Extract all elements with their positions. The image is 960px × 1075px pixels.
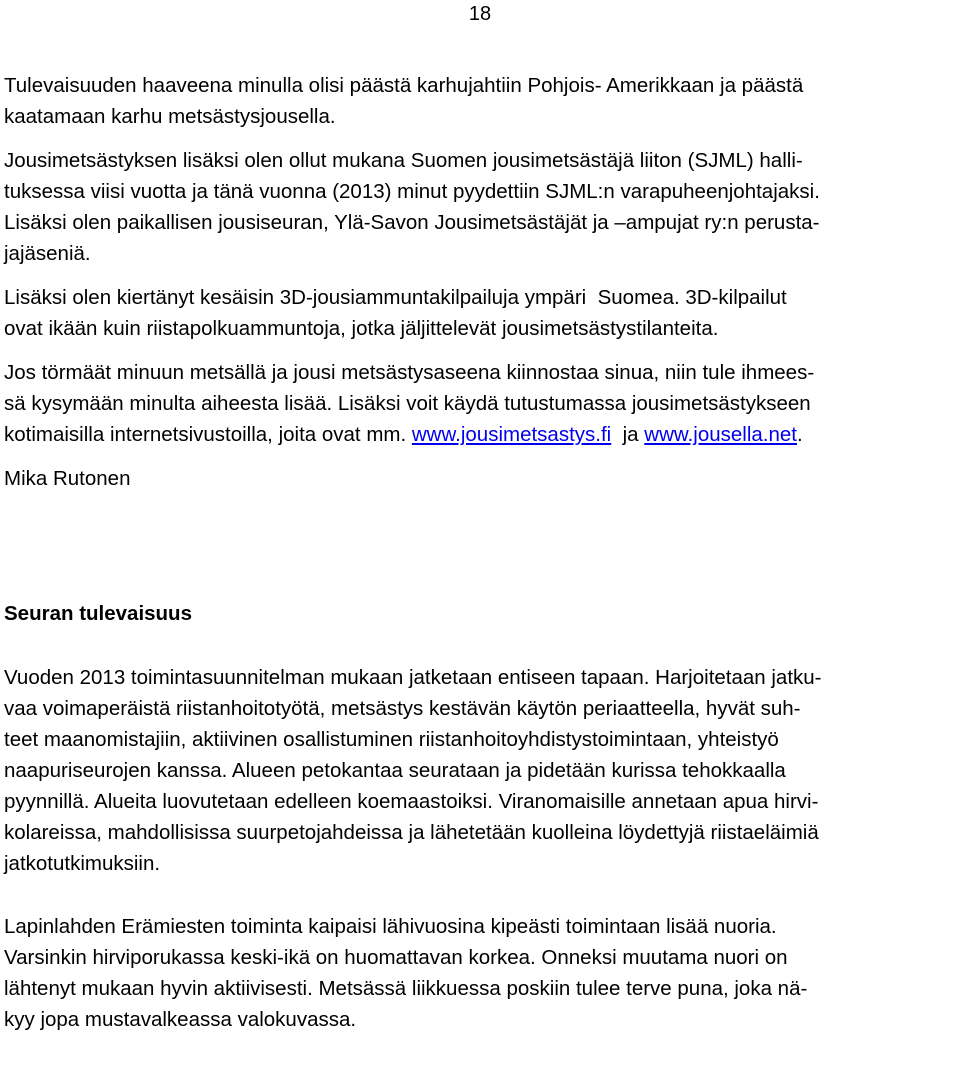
future-line: naapuriseurojen kanssa. Alueen petokantaa seurataan ja pidetään kurissa tehokkaalla (4, 759, 786, 782)
invitation-line-prefix: kotimaisilla internetsivustoilla, joita ovat mm. (4, 423, 412, 446)
signature: Mika Rutonen (4, 467, 131, 490)
intro-line: Tulevaisuuden haaveena minulla olisi päästä karhujahtiin Pohjois- Amerikkaan ja päästä (4, 74, 804, 97)
links-connector: ja (611, 423, 645, 446)
future-line: teet maanomistajiin, aktiivinen osallistuminen riistanhoitoyhdistystoimintaan, yhteistyö (4, 728, 779, 751)
future-paragraph (4, 662, 952, 879)
page-number: 18 (468, 3, 492, 25)
spacer (4, 629, 952, 662)
future-line: vaa voimaperäistä riistanhoitotyötä, metsästys kestävän käytön periaatteella, hyvät suh- (4, 697, 801, 720)
invitation-line: sä kysymään minulta aiheesta lisää. Lisäksi voit käydä tutustumassa jousimetsästykseen (4, 392, 811, 415)
spacer (4, 879, 952, 911)
invitation-line: Jos törmäät minuun metsällä ja jousi metsästysaseena kiinnostaa sinua, niin tule ihmees- (4, 361, 815, 384)
jousella-link[interactable]: www.jousella.net (644, 423, 797, 446)
jousimetsastys-link[interactable]: www.jousimetsastys.fi (411, 423, 612, 446)
sjml-line: Lisäksi olen paikallisen jousiseuran, Ylä-Savon Jousimetsästäjät ja –ampujat ry:n perusta- (4, 211, 820, 234)
sjml-paragraph (4, 145, 952, 269)
intro-paragraph (4, 70, 952, 132)
invitation-paragraph (4, 357, 952, 450)
spacer (4, 494, 952, 598)
competitions-line: Lisäksi olen kiertänyt kesäisin 3D-jousiammuntakilpailuja ympäri Suomea. 3D-kilpailut (4, 286, 787, 309)
competitions-line: ovat ikään kuin riistapolkuammuntoja, jotka jäljittelevät jousimetsästystilanteita. (4, 317, 719, 340)
youth-line: Varsinkin hirviporukassa keski-ikä on huomattavan korkea. Onneksi muutama nuori on (4, 946, 788, 969)
future-line: jatkotutkimuksiin. (4, 852, 161, 875)
sjml-line: Jousimetsästyksen lisäksi olen ollut mukana Suomen jousimetsästäjä liiton (SJML) halli- (4, 149, 803, 172)
future-line: Vuoden 2013 toimintasuunnitelman mukaan jatketaan entiseen tapaan. Harjoitetaan jatku- (4, 666, 822, 689)
invitation-links-line (4, 419, 952, 450)
future-line: kolareissa, mahdollisissa suurpetojahdeissa ja lähetetään kuolleina löydettyjä riistaeläimiä (4, 821, 819, 844)
youth-line: lähtenyt mukaan hyvin aktiivisesti. Metsässä liikkuessa poskiin tulee terve puna, joka nä- (4, 977, 808, 1000)
section-heading: Seuran tulevaisuus (4, 602, 192, 625)
invitation-line-suffix: . (796, 423, 803, 446)
intro-line: kaatamaan karhu metsästysjousella. (4, 105, 336, 128)
future-line: pyynnillä. Alueita luovutetaan edelleen koemaastoiksi. Viranomaisille annetaan apua hirvi- (4, 790, 819, 813)
youth-paragraph (4, 911, 952, 1035)
sjml-line: jajäseniä. (4, 242, 91, 265)
competitions-paragraph (4, 282, 952, 344)
sjml-line: tuksessa viisi vuotta ja tänä vuonna (2013) minut pyydettiin SJML:n varapuheenjohtajaksi. (4, 180, 820, 203)
youth-line: Lapinlahden Erämiesten toiminta kaipaisi lähivuosina kipeästi toimintaan lisää nuoria. (4, 915, 777, 938)
youth-line: kyy jopa mustavalkeassa valokuvassa. (4, 1008, 357, 1031)
document-body (4, 70, 952, 1035)
